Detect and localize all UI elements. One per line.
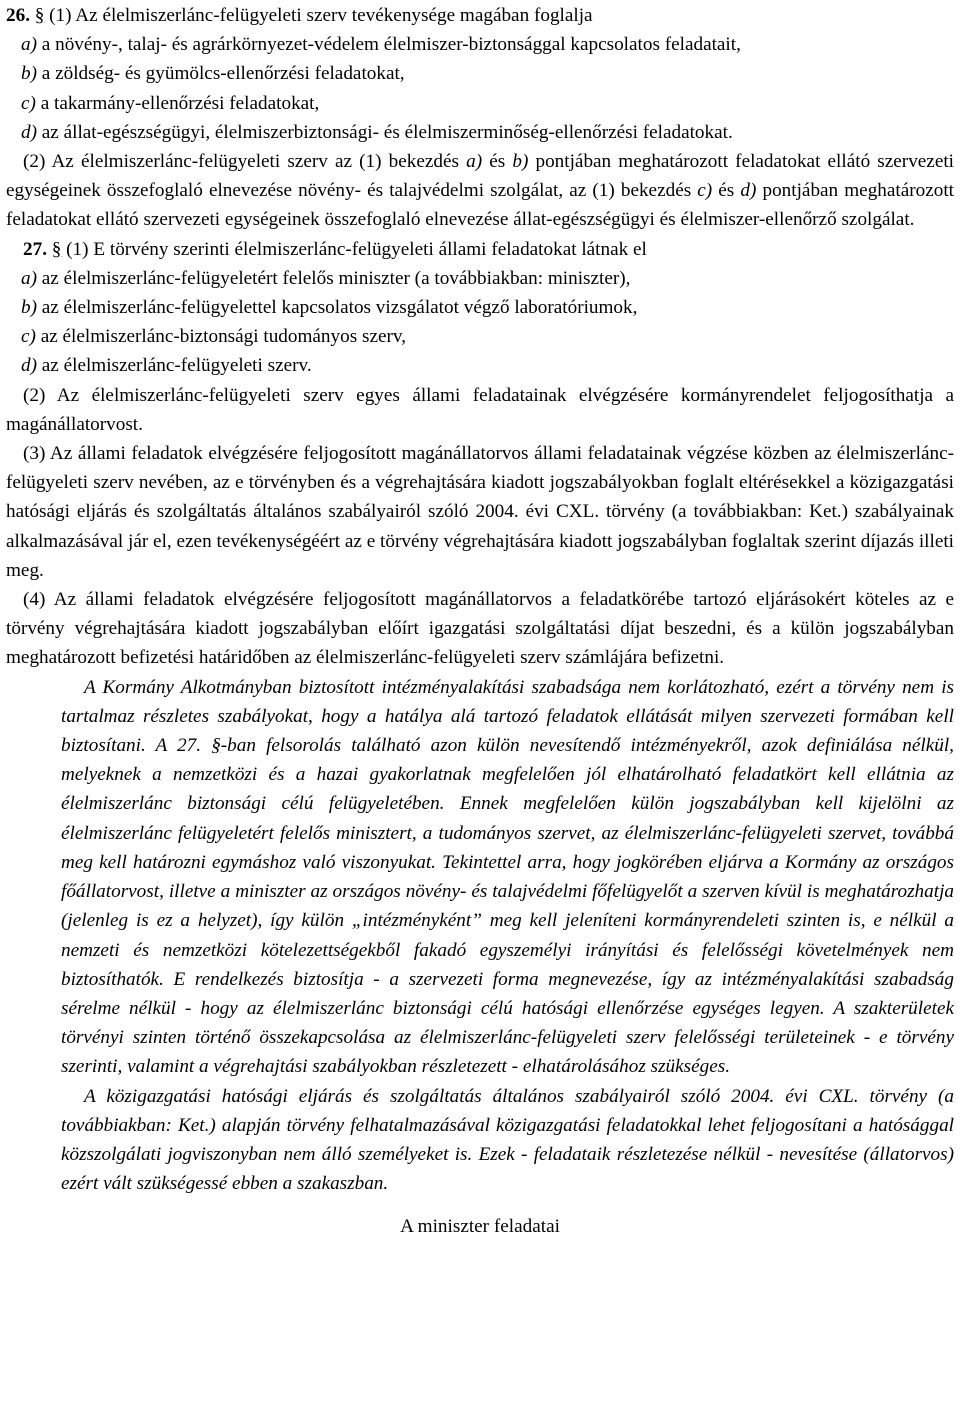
- para-text: és: [712, 180, 741, 202]
- para-text: (2) Az élelmiszerlánc-felügyeleti szerv az (1) bekezdés: [23, 151, 467, 173]
- item-text: az élelmiszerlánc-felügyeletért felelős miniszter (a továbbiakban: miniszter),: [36, 267, 631, 289]
- para-text: A Kormány Alkotmányban biztosított intézményalakítási szabadsága nem korlátozható, ezért a törvény nem is tartalmaz részletes szabályokat, hogy a hatálya alá tartozó feladatok ellátását milyen szervezeti formában kell biztosítani. A 27.: [61, 676, 954, 757]
- item-letter: d): [21, 355, 37, 377]
- item-text: az élelmiszerlánc-biztonsági tudományos szerv,: [35, 326, 407, 348]
- item-letter: a): [21, 34, 37, 56]
- section-27-para-1: [6, 235, 954, 264]
- commentary-para-2: A közigazgatási hatósági eljárás és szolgáltatás általános szabályairól szóló 2004. évi CXL. törvény (a továbbiakban: Ket.) alapján törvény felhatalmazásával közigazgatási feladatokkal lehet feljogosítani a hatósággal közszolgálati jogviszonyban nem álló személyeket is. Ezek - feladataik részletezése nélkül - nevesítése (állatorvos) ezért vált szükségessé ebben a szakaszban.: [61, 1085, 954, 1195]
- para-text: -ban felsorolás található azon külön nevesítendő intézményekről, azok definiálása nélkül, melyeknek a nemzetközi és a hazai gyakorlatnak megfelelően jól elhatárolható feladatkört kell ellátnia az élelmiszerlánc biztonsági célú felügyeletében. Ennek megfelelően külön jogszabályban kell kijelölni az élelmiszerlánc felügyeletért felelős minisztert, a tudományos szervet, az élelmiszerlánc-felügyeleti szervet, továbbá meg kell határozni egymáshoz való viszonyukat. Tekintettel arra, hogy jogkörében eljárva a Kormány az országos főállatorvost, illetve a miniszter az országos növény- és talajvédelmi főfelügyelőt a szerven kívül is meghatározhatja (jelenleg is ez a helyzet), így külön „intézményként” meg kell jeleníteni kormányrendeleti szinten is, e nélkül a nemzeti és nemzetközi kötelezettségekből fakadó egyszemélyi irányítási és felelősségi követelmények nem biztosíthatók. E rendelkezés biztosítja - a szervezeti forma megnevezése, így az intézményalakítási szabadság sérelme nélkül - hogy az élelmiszerlánc biztonsági célú hatósági ellenőrzése egységes legyen. A szakterületek törvényi szinten történő összekapcsolása az élelmiszerlánc-felügyeleti szerv felelősségi területeinek - e törvény szerinti, valamint a végrehajtási szabályokban részletezett - elhatárolásához szükséges.: [61, 735, 954, 1078]
- commentary-para-1: [61, 673, 954, 1082]
- section-title: A miniszter feladatai: [400, 1216, 560, 1238]
- para-text: és: [482, 151, 513, 173]
- section-number: 26.: [6, 5, 30, 26]
- section-26-item-a: [6, 30, 954, 59]
- item-letter: a): [466, 151, 483, 173]
- para-text: pontjában meghatározott feladatokat ellátó szervezeti egységeinek összefoglaló elnevezése növény- és talajvédelmi szolgálat, az (1) bekezdés: [6, 151, 954, 202]
- para-text: (1) E törvény szerinti élelmiszerlánc-felügyeleti állami feladatokat látnak el: [66, 238, 647, 260]
- section-27-para-3: (3) Az állami feladatok elvégzésére feljogosított magánállatorvos állami feladatainak végzése közben az élelmiszerlánc-felügyeleti szerv nevében, az e törvényben és a végrehajtására kiadott jogszabályokban foglalt eltérésekkel a közigazgatási hatósági eljárás és szolgáltatás általános szabályairól szóló 2004. évi CXL. törvény (a továbbiakban: Ket.) szabályainak alkalmazásával jár el, ezen tevékenységéért az e törvény végrehajtására kiadott jogszabályban foglaltak szerint díjazás illeti meg.: [6, 443, 954, 581]
- item-text: a növény-, talaj- és agrárkörnyezet-védelem élelmiszer-biztonsággal kapcsolatos feladatait,: [36, 34, 741, 56]
- item-letter: c): [21, 326, 36, 348]
- paragraph-sign-link[interactable]: §: [211, 735, 221, 757]
- item-letter: b): [512, 151, 529, 173]
- item-letter: c): [21, 92, 36, 114]
- item-text: az élelmiszerlánc-felügyeleti szerv.: [36, 355, 312, 377]
- section-number: 27.: [23, 238, 47, 260]
- para-text: pontjában meghatározott feladatokat ellátó szervezeti egységeinek összefoglaló elnevezése állat-egészségügyi és élelmiszer-ellenőrző szolgálat.: [6, 180, 954, 231]
- item-letter: c): [697, 180, 713, 202]
- section-27-para-2: (2) Az élelmiszerlánc-felügyeleti szerv egyes állami feladatainak elvégzésére kormányrendelet feljogosíthatja a magánállatorvost.: [6, 384, 954, 435]
- section-26-item-c: [6, 89, 954, 118]
- section-26-para-2: [6, 147, 954, 235]
- section-26-item-b: [6, 59, 954, 88]
- item-letter: b): [21, 63, 37, 85]
- item-letter: d): [21, 121, 37, 143]
- section-26-para-1: [6, 1, 954, 30]
- item-text: az állat-egészségügyi, élelmiszerbiztonsági- és élelmiszerminőség-ellenőrzési feladatokat.: [36, 121, 733, 143]
- item-text: a takarmány-ellenőrzési feladatokat,: [35, 92, 320, 114]
- para-text: (1) Az élelmiszerlánc-felügyeleti szerv tevékenysége magában foglalja: [49, 5, 593, 26]
- item-letter: d): [740, 180, 757, 202]
- paragraph-sign-link[interactable]: §: [34, 5, 45, 26]
- commentary: [61, 673, 954, 1199]
- section-27-item-a: [6, 264, 954, 293]
- section-27-item-c: [6, 322, 954, 351]
- item-letter: b): [21, 297, 37, 319]
- section-27-para-4: (4) Az állami feladatok elvégzésére feljogosított magánállatorvos a feladatkörébe tartozó eljárásokért köteles az e törvény végrehajtására kiadott jogszabályban előírt igazgatási szolgáltatási díjat beszedni, és a külön jogszabályban meghatározott befizetési határidőben az élelmiszerlánc-felügyeleti szerv számlájára befizetni.: [6, 589, 954, 669]
- section-27-item-d: [6, 351, 954, 380]
- item-text: az élelmiszerlánc-felügyelettel kapcsolatos vizsgálatot végző laboratóriumok,: [36, 297, 638, 319]
- section-27-item-b: [6, 293, 954, 322]
- item-letter: a): [21, 267, 37, 289]
- item-text: a zöldség- és gyümölcs-ellenőrzési feladatokat,: [36, 63, 405, 85]
- paragraph-sign-link[interactable]: §: [51, 238, 62, 260]
- section-26-item-d: [6, 118, 954, 147]
